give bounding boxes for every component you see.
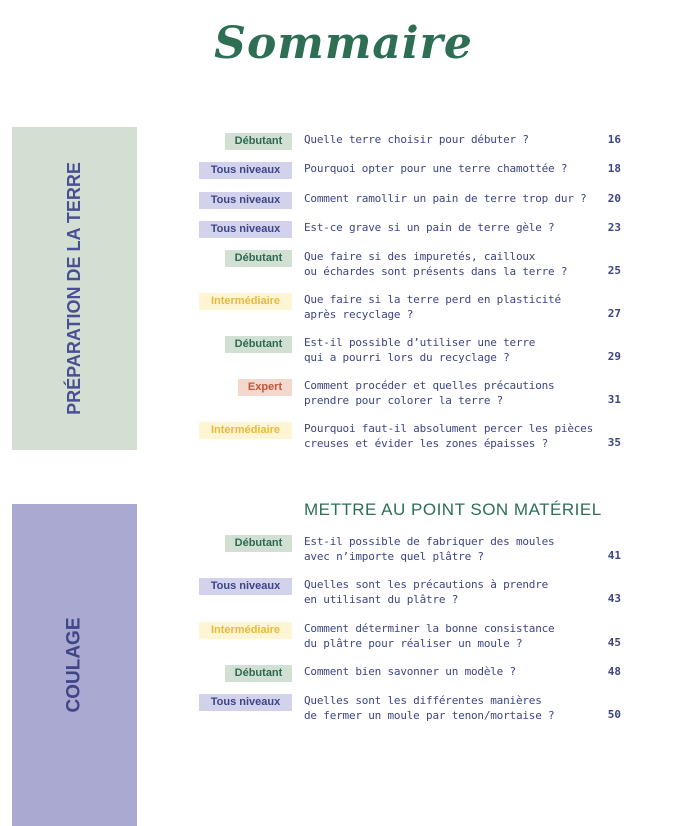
toc-entry [0, 694, 687, 734]
page-title: Sommaire [214, 18, 473, 69]
level-badge: Tous niveaux [199, 694, 292, 711]
page-number: 23 [607, 221, 621, 234]
level-badge: Débutant [225, 250, 292, 267]
level-badge: Intermédiaire [199, 293, 292, 310]
section-label-preparation: PRÉPARATION DE LA TERRE [64, 162, 84, 415]
question-text: Est-il possible de fabriquer des moules avec n’importe quel plâtre ? [304, 535, 555, 563]
page-number: 27 [607, 307, 621, 320]
question-text: Quelle terre choisir pour débuter ? [304, 133, 529, 146]
level-badge: Tous niveaux [199, 578, 292, 595]
level-badge: Tous niveaux [199, 221, 292, 238]
question-text: Comment ramollir un pain de terre trop dur ? [304, 192, 587, 205]
page-number: 31 [607, 393, 621, 406]
page-number: 25 [607, 264, 621, 277]
level-badge: Expert [238, 379, 292, 396]
toc-entry [0, 535, 687, 575]
page-number: 48 [607, 665, 621, 678]
page-number: 18 [607, 162, 621, 175]
question-text: Comment procéder et quelles précautions prendre pour colorer la terre ? [304, 379, 555, 407]
question-text: Pourquoi opter pour une terre chamottée ? [304, 162, 568, 175]
level-badge: Débutant [225, 535, 292, 552]
page-number: 35 [607, 436, 621, 449]
question-text: Comment déterminer la bonne consistance du plâtre pour réaliser un moule ? [304, 622, 555, 650]
page-number: 45 [607, 636, 621, 649]
section-label-coulage: COULAGE [63, 617, 85, 713]
level-badge: Intermédiaire [199, 422, 292, 439]
question-text: Est-ce grave si un pain de terre gèle ? [304, 221, 555, 234]
page-number: 41 [607, 549, 621, 562]
level-badge: Débutant [225, 133, 292, 150]
question-text: Que faire si des impuretés, cailloux ou échardes sont présents dans la terre ? [304, 250, 568, 278]
page-number: 29 [607, 350, 621, 363]
page-number: 20 [607, 192, 621, 205]
toc-entry [0, 379, 687, 419]
level-badge: Débutant [225, 336, 292, 353]
page-number: 16 [607, 133, 621, 146]
question-text: Quelles sont les précautions à prendre en utilisant du plâtre ? [304, 578, 549, 606]
toc-entry [0, 578, 687, 618]
level-badge: Intermédiaire [199, 622, 292, 639]
level-badge: Débutant [225, 665, 292, 682]
page-number: 50 [607, 708, 621, 721]
subsection-heading: METTRE AU POINT SON MATÉRIEL [304, 500, 602, 519]
level-badge: Tous niveaux [199, 162, 292, 179]
question-text: Quelles sont les différentes manières de fermer un moule par tenon/mortaise ? [304, 694, 555, 722]
toc-entry [0, 422, 687, 462]
toc-entry [0, 336, 687, 376]
toc-entry [0, 293, 687, 333]
question-text: Pourquoi faut-il absolument percer les pièces creuses et évider les zones épaisses ? [304, 422, 594, 450]
question-text: Que faire si la terre perd en plasticité après recyclage ? [304, 293, 561, 321]
question-text: Est-il possible d’utiliser une terre qui a pourri lors du recyclage ? [304, 336, 536, 364]
page-number: 43 [607, 592, 621, 605]
toc-entry [0, 622, 687, 662]
level-badge: Tous niveaux [199, 192, 292, 209]
question-text: Comment bien savonner un modèle ? [304, 665, 516, 678]
toc-entry [0, 250, 687, 290]
